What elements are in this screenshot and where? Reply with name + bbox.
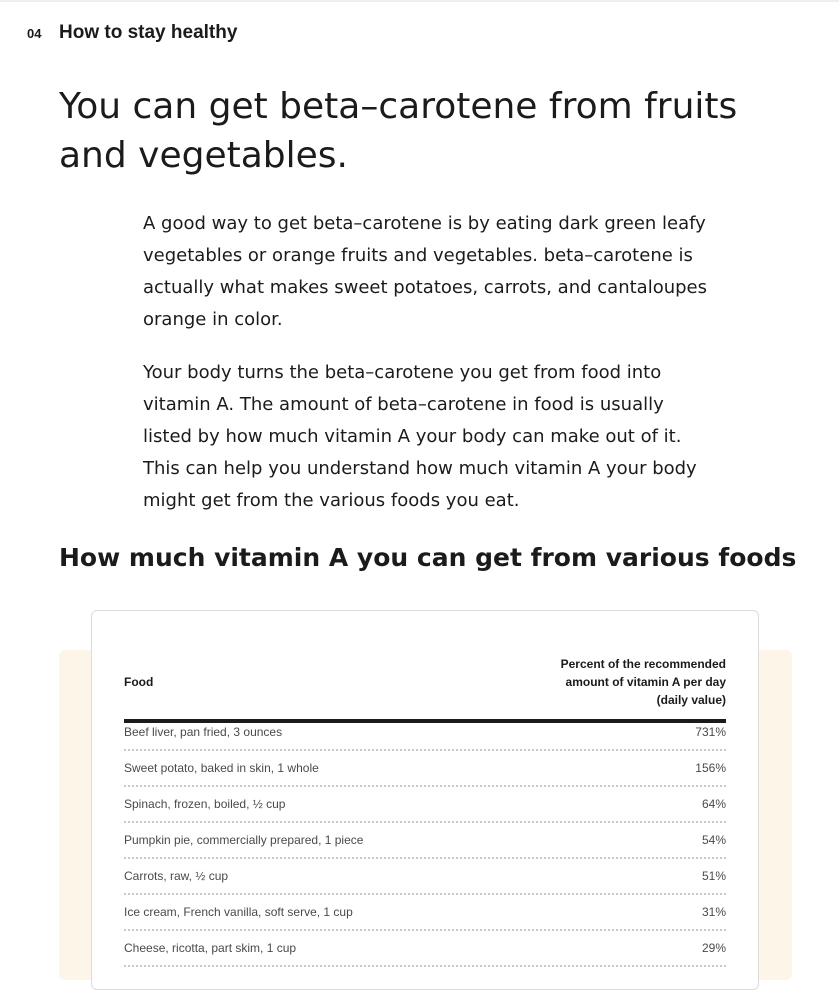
- percent-cell: 156%: [695, 761, 726, 775]
- paragraph: A good way to get beta–carotene is by eating dark green leafy vegetables or orange fruits and vegetables. beta–carotene is actually what makes sweet potatoes, carrots, and cantaloupes orange in color.: [143, 213, 707, 330]
- table-body: [124, 715, 726, 967]
- table-row: [124, 859, 726, 895]
- section-title: How to stay healthy: [59, 22, 238, 43]
- percent-cell: 29%: [701, 941, 726, 955]
- food-cell: Spinach, frozen, boiled, ½ cup: [124, 797, 286, 811]
- top-divider: [0, 0, 839, 2]
- page-title: You can get beta–carotene from fruits and vegetables.: [59, 86, 738, 176]
- table-header: [124, 651, 726, 723]
- table-row: [124, 823, 726, 859]
- percent-cell: 54%: [701, 833, 726, 847]
- section-number: 04: [27, 25, 42, 41]
- food-cell: Sweet potato, baked in skin, 1 whole: [124, 761, 319, 775]
- food-cell: Ice cream, French vanilla, soft serve, 1 cup: [124, 905, 353, 919]
- food-cell: Beef liver, pan fried, 3 ounces: [124, 725, 283, 739]
- vitamin-a-table: [91, 610, 759, 990]
- table-row: [124, 715, 726, 751]
- table-heading: How much vitamin A you can get from various foods: [59, 543, 797, 572]
- table-row: [124, 787, 726, 823]
- percent-cell: 731%: [695, 725, 726, 739]
- paragraph: Your body turns the beta–carotene you get from food into vitamin A. The amount of beta–carotene in food is usually listed by how much vitamin A your body can make out of it. This can help you understand how much vitamin A your body might get from the various foods you eat.: [143, 362, 697, 511]
- table-row: [124, 931, 726, 967]
- food-cell: Carrots, raw, ½ cup: [124, 869, 229, 883]
- column-header-percent: Percent of the recommended amount of vitamin A per day (daily value): [560, 657, 726, 707]
- percent-cell: 31%: [701, 905, 726, 919]
- percent-cell: 64%: [701, 797, 726, 811]
- column-header-food: Food: [124, 675, 154, 689]
- food-cell: Pumpkin pie, commercially prepared, 1 piece: [124, 833, 364, 847]
- section-header: [27, 20, 237, 46]
- food-cell: Cheese, ricotta, part skim, 1 cup: [124, 941, 297, 955]
- table-row: [124, 751, 726, 787]
- body-copy: [143, 208, 713, 538]
- table-row: [124, 895, 726, 931]
- percent-cell: 51%: [701, 869, 726, 883]
